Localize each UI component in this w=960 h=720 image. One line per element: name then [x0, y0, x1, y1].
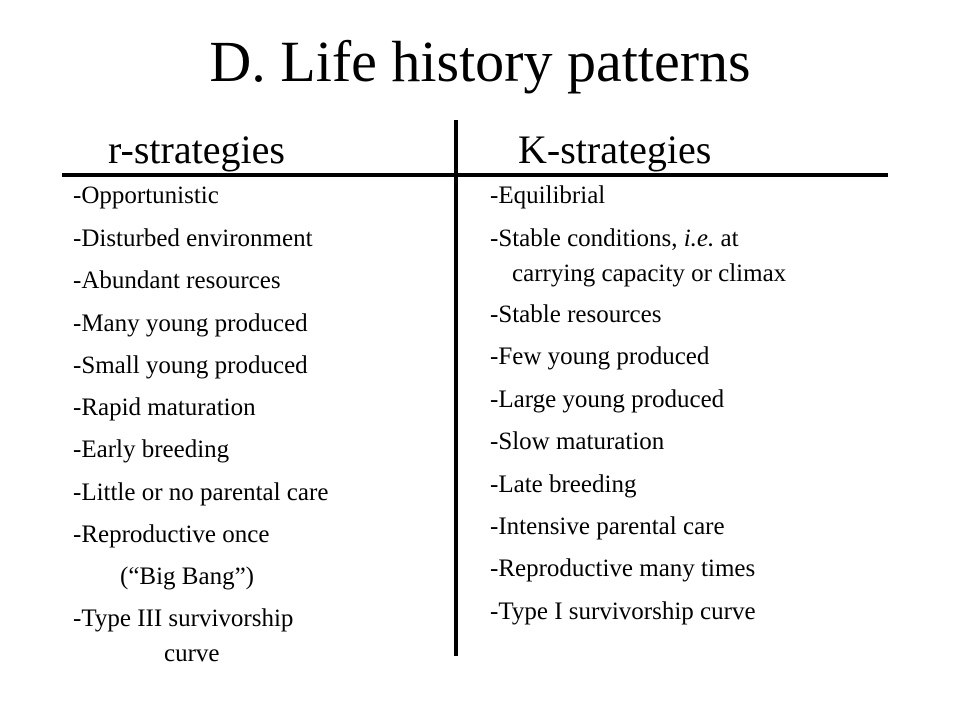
k-list-item: -Type I survivorship curve	[490, 598, 756, 625]
k-list-item: -Slow maturation	[490, 428, 665, 455]
horizontal-divider	[62, 173, 888, 177]
r-list-item: -Many young produced	[73, 310, 308, 337]
k-list-item	[490, 223, 739, 255]
r-list-item: -Small young produced	[73, 352, 308, 379]
r-list-item-continuation: (“Big Bang”)	[120, 563, 254, 590]
k-list-item: -Intensive parental care	[490, 513, 725, 540]
r-list-item: -Little or no parental care	[73, 479, 329, 506]
vertical-divider	[454, 120, 458, 656]
k-list-item-text: -Stable conditions,	[490, 225, 684, 252]
r-list-item: -Abundant resources	[73, 267, 281, 294]
k-list-item: -Late breeding	[490, 471, 637, 498]
r-list-item: -Rapid maturation	[73, 394, 256, 421]
k-list-item: -Few young produced	[490, 343, 710, 370]
slide-title: D. Life history patterns	[209, 29, 751, 94]
r-list-item: -Disturbed environment	[73, 225, 313, 252]
r-list-item: -Reproductive once	[73, 521, 270, 548]
r-list-item: -Opportunistic	[73, 182, 219, 209]
r-list-item-continuation: curve	[164, 640, 220, 667]
r-list-item: -Early breeding	[73, 436, 230, 463]
k-list-item: -Reproductive many times	[490, 555, 756, 582]
k-strategies-heading: K-strategies	[518, 127, 712, 172]
k-list-item-italic-text: i.e.	[683, 225, 715, 252]
k-list-item: -Equilibrial	[490, 182, 606, 209]
k-list-item-text: at	[714, 225, 739, 252]
r-strategies-heading: r-strategies	[108, 127, 285, 172]
k-list-item: -Large young produced	[490, 386, 725, 413]
r-list-item: -Type III survivorship	[73, 605, 294, 632]
k-list-item: -Stable resources	[490, 301, 662, 328]
k-list-item-continuation: carrying capacity or climax	[512, 260, 787, 287]
